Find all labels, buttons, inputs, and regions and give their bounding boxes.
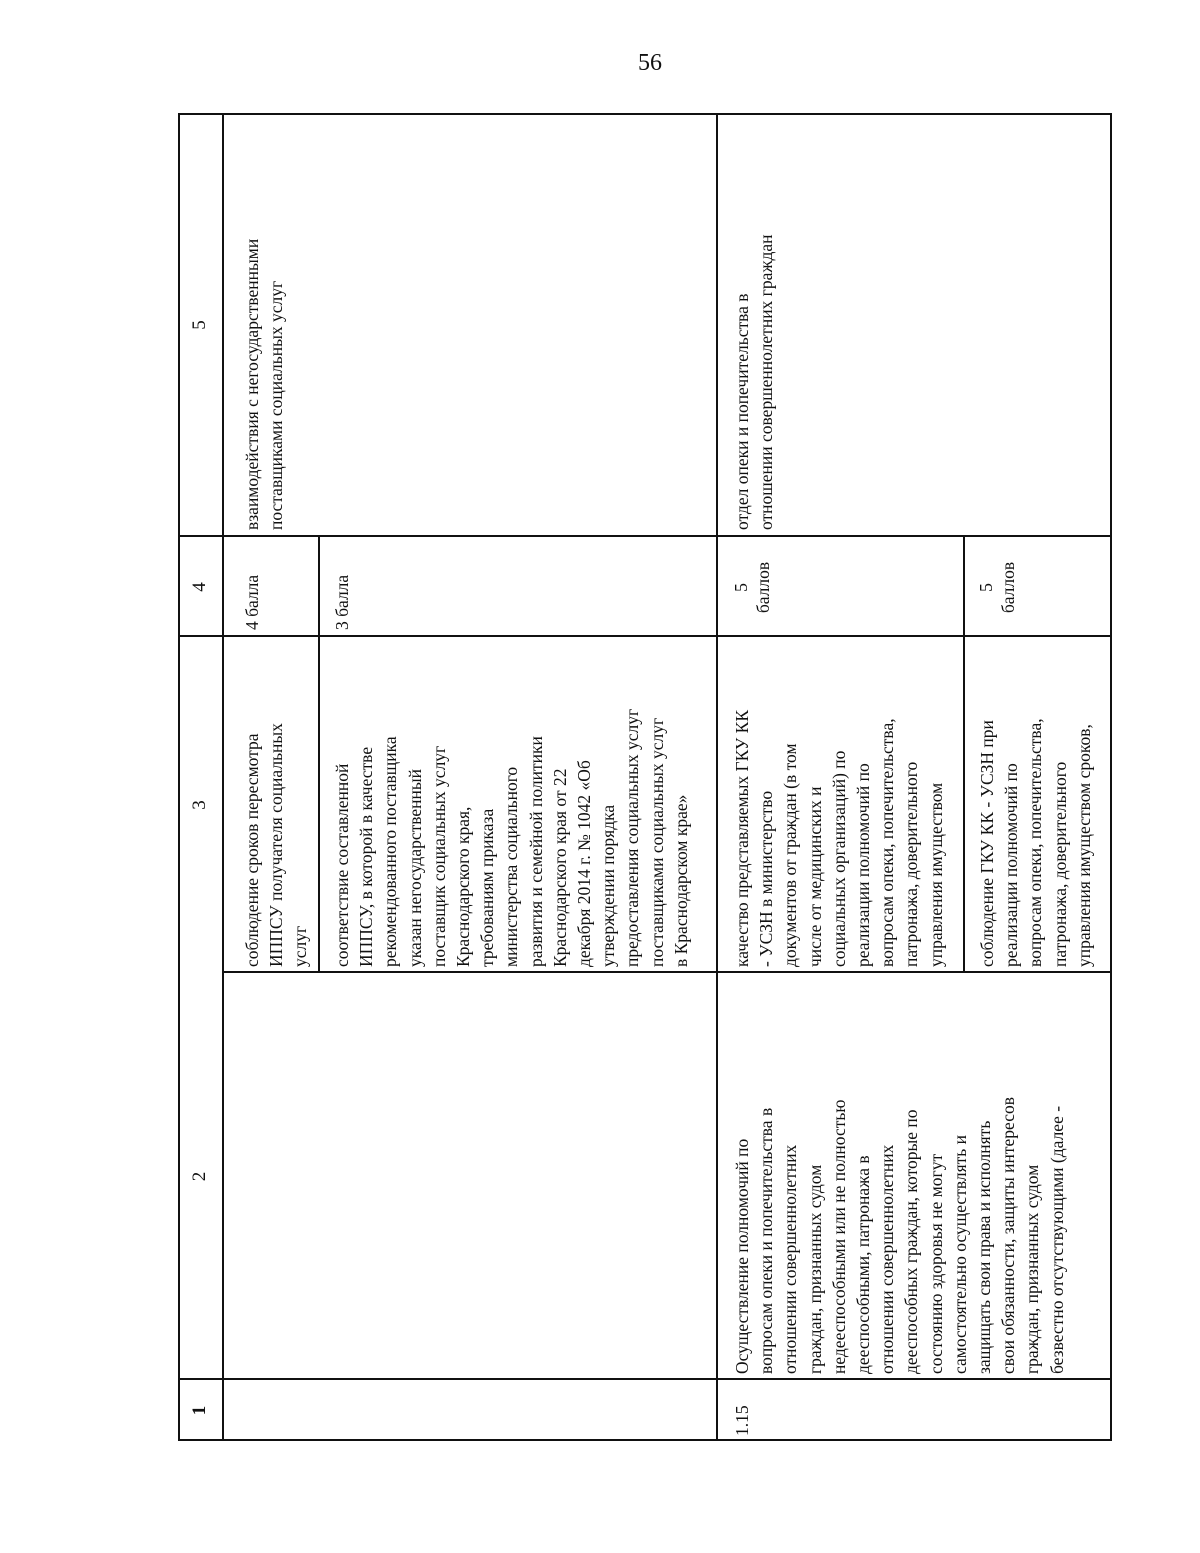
header-col-4: 4 xyxy=(189,582,210,592)
col-sep-1-2 xyxy=(178,1378,1112,1380)
page-number: 56 xyxy=(638,50,662,76)
header-col-3: 3 xyxy=(189,800,210,810)
row1-criterion1-text: соблюдение сроков пересмотра ИППСУ получателя социальных услуг xyxy=(242,723,311,967)
row2-criterion2-score: 5 баллов xyxy=(976,561,1018,614)
row1-col5-text: взаимодействия с негосударственными поставщиками социальных услуг xyxy=(242,238,287,530)
row-separator xyxy=(716,113,718,1441)
table-border-top-edge xyxy=(1110,113,1112,1441)
header-col-1: 1 xyxy=(189,1405,210,1416)
row1-criterion2-score: 3 балла xyxy=(332,574,352,630)
table-border-left-edge xyxy=(178,1439,1112,1441)
row1-criterion2-text: соответствие составленной ИППСУ, в которой в качестве рекомендованного поставщика указан негосударственный поставщик социальных услуг Краснодарского края, требованиям приказа министерства социального развития и семейной политики Краснодарского края от 22 декабря 2014 г. № 1042 «Об утверждении порядка предоставления социальных услуг поставщиками социальных услуг в Краснодарском крае» xyxy=(332,708,691,967)
rotated-table xyxy=(178,113,1112,1441)
row2-criterion1-text: качество представляемых ГКУ КК - УСЗН в министерство документов от граждан (в том числе от медицинских и социальных организаций) по реализации полномочий по вопросам опеки, попечительства, патронажа, доверительного управления имуществом xyxy=(732,709,946,967)
criteria-separator-row2 xyxy=(963,537,965,973)
header-col-2: 2 xyxy=(189,1171,210,1182)
row2-criterion1-score: 5 баллов xyxy=(731,561,773,614)
row2-criterion2-text: соблюдение ГКУ КК - УСЗН при реализации полномочий по вопросам опеки, попечительства, патронажа, доверительного управления имуществом сроков, xyxy=(977,718,1094,967)
row2-col2-text: Осуществление полномочий по вопросам опеки и попечительства в отношении совершеннолетних граждан, признанных судом недееспособными или не полностью дееспособными, патронажа в отношении совершеннолетних дееспособных граждан, которые по состоянию здоровья не могут самостоятельно осуществлять и защищать свои права и исполнять свои обязанности, защиты интересов граждан, признанных судом безвестно отсутствующими (далее - xyxy=(732,1097,1067,1374)
col-sep-2-3 xyxy=(222,971,1112,973)
row1-criterion1-score: 4 балла xyxy=(242,574,262,630)
row2-number: 1.15 xyxy=(732,1405,752,1436)
header-separator xyxy=(222,113,224,1441)
header-col-5: 5 xyxy=(189,320,210,330)
row2-col5-text: отдел опеки и попечительства в отношении совершеннолетних граждан xyxy=(732,234,777,530)
table-border-right-edge xyxy=(178,113,1112,115)
table-border-bottom-edge xyxy=(178,113,180,1441)
criteria-separator-row1 xyxy=(318,537,320,973)
